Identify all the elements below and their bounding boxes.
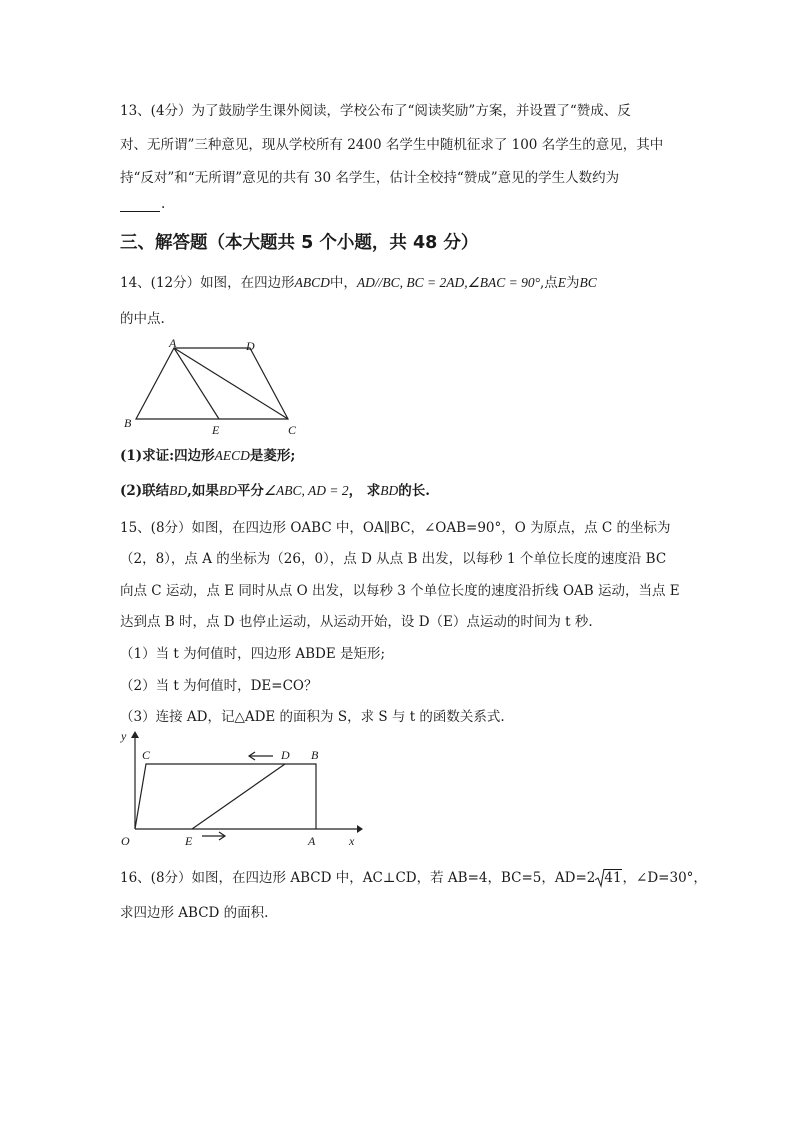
q13-end-period: . xyxy=(161,196,166,212)
q15-part-3: （3）连接 AD，记△ADE 的面积为 S，求 S 与 t 的函数关系式. xyxy=(120,709,505,725)
q15-part-2: （2）当 t 为何值时，DE=CO？ xyxy=(120,678,318,694)
q15-segment-de xyxy=(192,764,285,829)
q14-part2-find: ， 求 xyxy=(348,483,381,499)
q14-part-1 xyxy=(120,446,295,466)
q16-radicand: 41 xyxy=(604,870,622,886)
q15-quadrilateral-oabc xyxy=(135,764,316,829)
section-3-title: 三、解答题（本大题共 5 个小题，共 48 分） xyxy=(120,233,479,253)
q14-quad-abcd: ABCD xyxy=(294,275,330,290)
q15-label-b: B xyxy=(311,748,319,762)
q14-part2-bd-1: BD xyxy=(169,483,188,498)
q14-segment-ae xyxy=(174,348,219,419)
q14-label-b: B xyxy=(124,416,132,430)
q14-part2-bd-2: BD xyxy=(218,483,237,498)
q15-label-c: C xyxy=(142,748,151,762)
q14-line-2: 的中点. xyxy=(120,311,165,327)
q14-diagonal-ac xyxy=(174,348,288,419)
q15-line-4: 达到点 B 时，点 D 也停止运动，从运动开始，设 D（E）点运动的时间为 t 秒. xyxy=(120,614,593,630)
q14-part2-suffix: 的长. xyxy=(398,483,430,499)
q14-intro: 14、(12分）如图，在四边形 xyxy=(120,275,295,291)
q15-label-d: D xyxy=(281,748,290,762)
q13-line-2: 对、无所谓”三种意见，现从学校所有 2400 名学生中随机征求了 100 名学生的意见，其中 xyxy=(120,137,664,153)
q14-label-c: C xyxy=(288,423,297,437)
q14-part2-condition: ∠ABC, AD = 2 xyxy=(263,483,349,498)
q14-label-d: D xyxy=(246,339,255,353)
q14-segment-bc: BC xyxy=(579,275,597,290)
q15-label-e: E xyxy=(185,834,193,848)
q16-line-2: 求四边形 ABCD 的面积. xyxy=(120,905,269,921)
q14-label-e: E xyxy=(212,423,220,437)
q16-text-start: 16、(8分）如图，在四边形 ABCD 中，AC⊥CD，若 AB=4，BC=5，AD=2 xyxy=(120,870,596,886)
q13-line-1: 13、(4分）为了鼓励学生课外阅读，学校公布了“阅读奖励”方案，并设置了“赞成、反 xyxy=(120,103,631,119)
q14-in: 中， xyxy=(329,275,357,291)
q14-figure xyxy=(118,338,318,440)
q15-label-y: y xyxy=(121,729,127,743)
q14-part1-suffix: 是菱形; xyxy=(249,448,296,464)
q14-part2-prefix: (2)联结 xyxy=(120,483,170,499)
q14-point-word: ,点 xyxy=(539,275,558,291)
q15-label-a: A xyxy=(308,834,316,848)
q14-part1-prefix: (1)求证:四边形 xyxy=(120,448,215,464)
q16-radical-icon xyxy=(595,869,605,887)
q14-part2-if: ,如果 xyxy=(187,483,219,499)
q15-figure xyxy=(115,728,365,850)
q14-label-a: A xyxy=(169,336,177,350)
q15-line-3: 向点 C 运动，点 E 同时从点 O 出发，以每秒 3 个单位长度的速度沿折线 OAB 运动，当点 E xyxy=(120,583,680,599)
q15-label-x: x xyxy=(349,834,355,848)
q14-part2-bisects: 平分 xyxy=(236,483,264,499)
q13-line-3: 持“反对”和“无所谓”意见的共有 30 名学生，估计全校持“赞成”意见的学生人数约为 xyxy=(120,170,620,186)
q15-part-1: （1）当 t 为何值时，四边形 ABDE 是矩形; xyxy=(120,646,386,662)
q16-line-1 xyxy=(120,868,707,888)
q15-label-o: O xyxy=(121,834,130,848)
q15-y-arrow-icon xyxy=(131,731,139,738)
q15-line-2: （2，8），点 A 的坐标为（26，0），点 D 从点 B 出发，以每秒 1 个单位长度的速度沿 BC xyxy=(120,551,667,567)
q14-part1-quad: AECD xyxy=(214,448,250,463)
q15-line-1: 15、(8分）如图，在四边形 OABC 中，OA∥BC，∠OAB=90°，O 为原点，点 C 的坐标为 xyxy=(120,520,671,536)
q14-conditions: AD//BC, BC = 2AD,∠BAC = 90° xyxy=(356,275,540,290)
q14-line-1 xyxy=(120,273,597,293)
q15-x-arrow-icon xyxy=(357,825,363,833)
q16-radical xyxy=(595,868,622,888)
q14-point-e: E xyxy=(557,275,567,290)
q14-part-2 xyxy=(120,481,430,501)
q14-is-word: 为 xyxy=(566,275,580,291)
q16-text-end: ，∠D=30°， xyxy=(622,870,707,886)
q14-part2-bd-3: BD xyxy=(380,483,399,498)
q13-answer-blank xyxy=(120,211,160,212)
